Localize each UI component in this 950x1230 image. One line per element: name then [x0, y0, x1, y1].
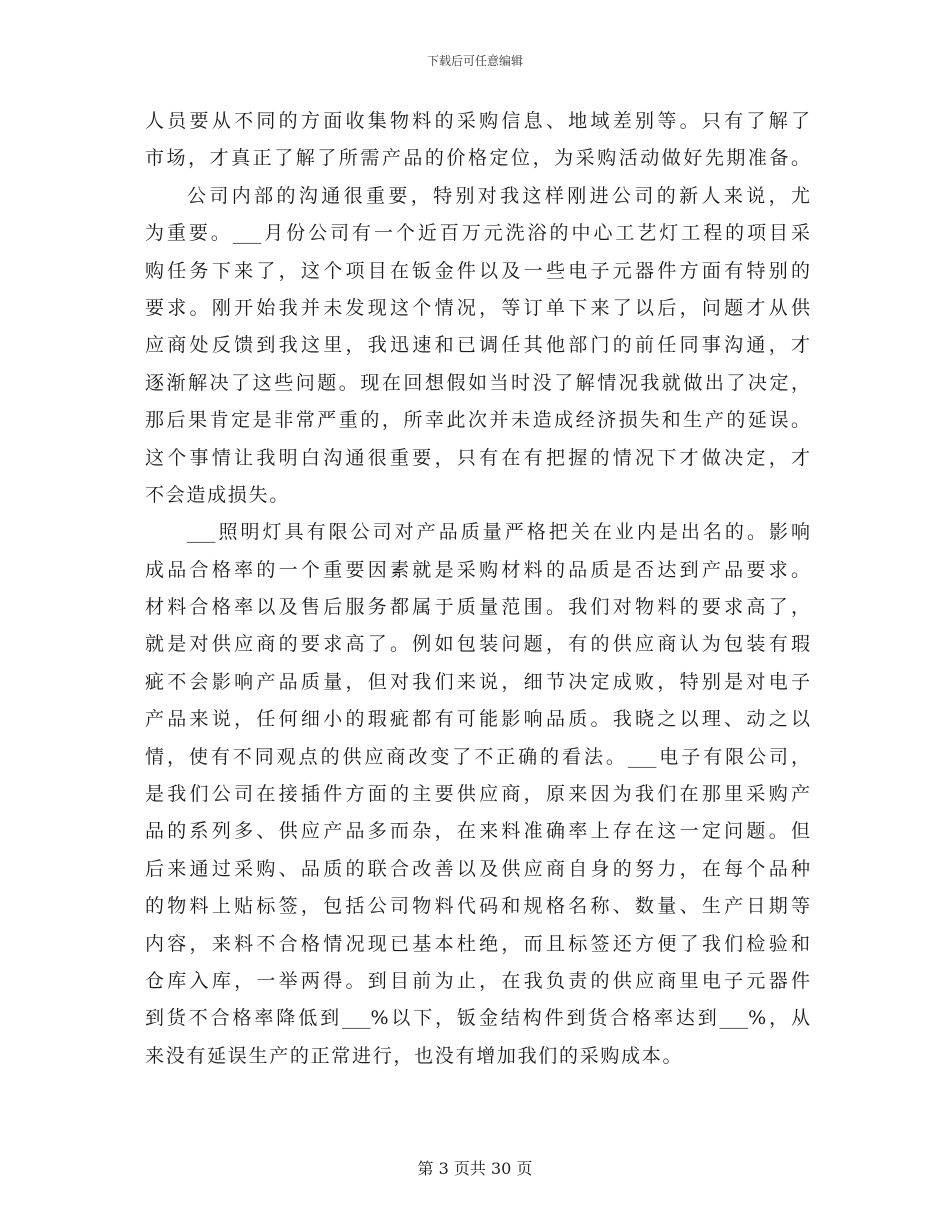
paragraph-first-line: ___照明灯具有限公司对产品质量严格把关在业内是出名的。影响: [187, 521, 810, 544]
document-body: [145, 103, 810, 1075]
text-line: 人员要从不同的方面收集物料的采购信息、地域差别等。只有了解了: [145, 110, 810, 132]
text-line: 应商处反馈到我这里，我迅速和已调任其他部门的前任同事沟通，才: [145, 334, 810, 357]
text-line: 情，使有不同观点的供应商改变了不正确的看法。___电子有限公司，: [145, 745, 810, 768]
text-line: 市场，才真正了解了所需产品的价格定位，为采购活动做好先期准备。: [145, 147, 810, 170]
text-line: 是我们公司在接插件方面的主要供应商，原来因为我们在那里采购产: [145, 783, 810, 806]
text-line: 品的系列多、供应产品多而杂，在来料准确率上存在这一定问题。但: [145, 820, 810, 843]
text-line: 到货不合格率降低到___%以下，钣金结构件到货合格率达到___%，从: [145, 1007, 810, 1030]
text-line: 要求。刚开始我并未发现这个情况，等订单下来了以后，问题才从供: [145, 296, 810, 319]
text-line: 成品合格率的一个重要因素就是采购材料的品质是否达到产品要求。: [145, 558, 810, 581]
text-line: 材料合格率以及售后服务都属于质量范围。我们对物料的要求高了，: [145, 596, 810, 619]
page-number: 第 3 页共 30 页: [417, 1159, 533, 1178]
text-line: 为重要。___月份公司有一个近百万元洗浴的中心工艺灯工程的项目采: [145, 222, 810, 245]
text-line: 的物料上贴标签，包括公司物料代码和规格名称、数量、生产日期等: [145, 895, 810, 918]
text-line: 内容，来料不合格情况现已基本杜绝，而且标签还方便了我们检验和: [145, 932, 810, 955]
text-line: 仓库入库，一举两得。到目前为止，在我负责的供应商里电子元器件: [145, 969, 810, 992]
paragraph-first-line: 公司内部的沟通很重要，特别对我这样刚进公司的新人来说，尤: [187, 184, 810, 207]
text-line: 购任务下来了，这个项目在钣金件以及一些电子元器件方面有特别的: [145, 259, 810, 282]
page-header: 下载后可任意编辑: [426, 54, 523, 68]
text-line: 来没有延误生产的正常进行，也没有增加我们的采购成本。: [145, 1044, 684, 1067]
text-line: 就是对供应商的要求高了。例如包装问题，有的供应商认为包装有瑕: [145, 633, 810, 656]
text-line: 产品来说，任何细小的瑕疵都有可能影响品质。我晓之以理、动之以: [145, 708, 810, 731]
text-line: 逐渐解决了这些问题。现在回想假如当时没了解情况我就做出了决定，: [145, 371, 810, 394]
text-line: 后来通过采购、品质的联合改善以及供应商自身的努力，在每个品种: [145, 857, 810, 880]
text-line: 不会造成损失。: [145, 483, 290, 506]
text-line: 疵不会影响产品质量，但对我们来说，细节决定成败，特别是对电子: [145, 670, 810, 693]
text-line: 这个事情让我明白沟通很重要，只有在有把握的情况下才做决定，才: [145, 446, 810, 469]
text-line: 那后果肯定是非常严重的，所幸此次并未造成经济损失和生产的延误。: [145, 409, 810, 432]
